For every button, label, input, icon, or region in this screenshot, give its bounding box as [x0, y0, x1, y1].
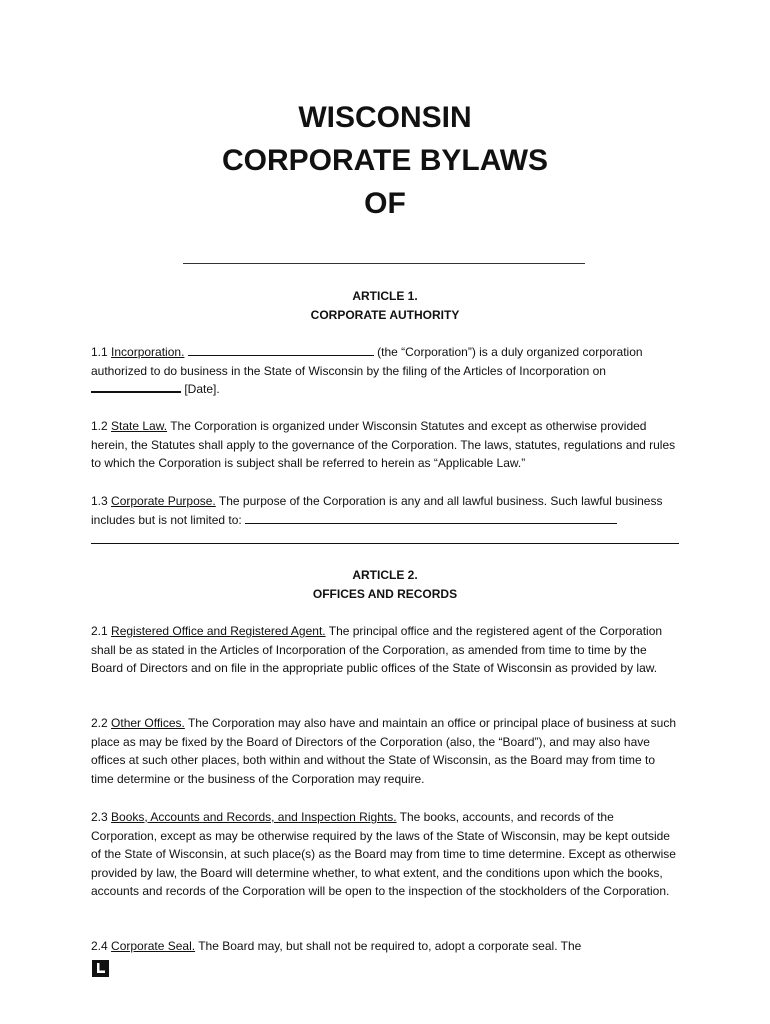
business-purpose-field[interactable] [245, 512, 617, 524]
section-1-1 [91, 343, 681, 399]
section-number: 2.1 [91, 624, 108, 638]
section-text: The Board may, but shall not be required to, adopt a corporate seal. The [198, 939, 582, 953]
corporation-name-field[interactable] [188, 344, 374, 356]
brand-logo-icon [92, 960, 109, 977]
date-field[interactable] [91, 380, 181, 393]
section-label: Registered Office and Registered Agent. [111, 624, 326, 638]
section-number: 1.1 [91, 345, 108, 359]
section-label: Incorporation. [111, 345, 185, 359]
section-number: 1.3 [91, 494, 108, 508]
section-label: Corporate Seal. [111, 939, 196, 953]
section-text: The purpose of the Corporation is any and all lawful business. Such lawful business includes but is not limited to: [91, 494, 663, 527]
section-text: The books, accounts, and records of the Corporation, except as may be otherwise required by the laws of the State of Wisconsin, may be kept outside of the State of Wisconsin, at such place(s) as the Board may from time to time determine. Except as otherwise provided by law, the Board will determine whether, to what extent, and the conditions upon which the books, accounts and records of the Corporation will be open to the inspection of the stockholders of the Corporation. [91, 810, 676, 899]
section-2-3 [91, 808, 681, 901]
section-1-2 [91, 417, 681, 473]
section-label: Books, Accounts and Records, and Inspection Rights. [111, 810, 397, 824]
business-purpose-field-line-2[interactable] [91, 543, 679, 544]
document-title [0, 96, 770, 225]
section-number: 1.2 [91, 419, 108, 433]
section-2-1 [91, 622, 681, 678]
article-2-number: ARTICLE 2. [352, 568, 418, 582]
section-number: 2.3 [91, 810, 108, 824]
section-text: The Corporation is organized under Wisconsin Statutes and except as otherwise provided herein, the Statutes shall apply to the governance of the Corporation. The laws, statutes, regulations and rules to which the Corporation is subject shall be referred to herein as “Applicable Law.” [91, 419, 676, 471]
section-2-4 [91, 937, 681, 956]
title-line-3: OF [364, 187, 406, 220]
section-text: The Corporation may also have and maintain an office or principal place of business at such place as may be fixed by the Board of Directors of the Corporation (also, the “Board”), and may also have offices at such other places, both within and without the State of Wisconsin, as the Board may from time to time determine or the business of the Corporation may require. [91, 716, 677, 786]
section-number: 2.2 [91, 716, 108, 730]
date-label: [Date]. [184, 382, 220, 397]
article-2-title: OFFICES AND RECORDS [312, 586, 458, 601]
section-label: State Law. [111, 419, 168, 433]
article-1-title: CORPORATE AUTHORITY [310, 307, 460, 322]
article-1-heading [0, 287, 770, 324]
section-1-3 [91, 492, 681, 529]
section-text: (the “Corporation”) is a duly organized corporation authorized to do business in the State of Wisconsin by the filing of the Articles of Incorporation on [91, 345, 643, 378]
article-1-number: ARTICLE 1. [352, 289, 418, 303]
section-number: 2.4 [91, 939, 108, 953]
title-line-1: WISCONSIN [298, 101, 472, 134]
section-label: Corporate Purpose. [111, 494, 216, 508]
corporation-name-blank[interactable] [183, 263, 585, 264]
section-text: The principal office and the registered agent of the Corporation shall be as stated in the Articles of Incorporation of the Corporation, as amended from time to time by the Board of Directors and on file in the appropriate public offices of the State of Wisconsin as provided by law. [91, 624, 663, 676]
title-line-2: CORPORATE BYLAWS [221, 144, 549, 177]
section-label: Other Offices. [111, 716, 185, 730]
article-2-heading [0, 566, 770, 603]
section-2-2 [91, 714, 681, 788]
